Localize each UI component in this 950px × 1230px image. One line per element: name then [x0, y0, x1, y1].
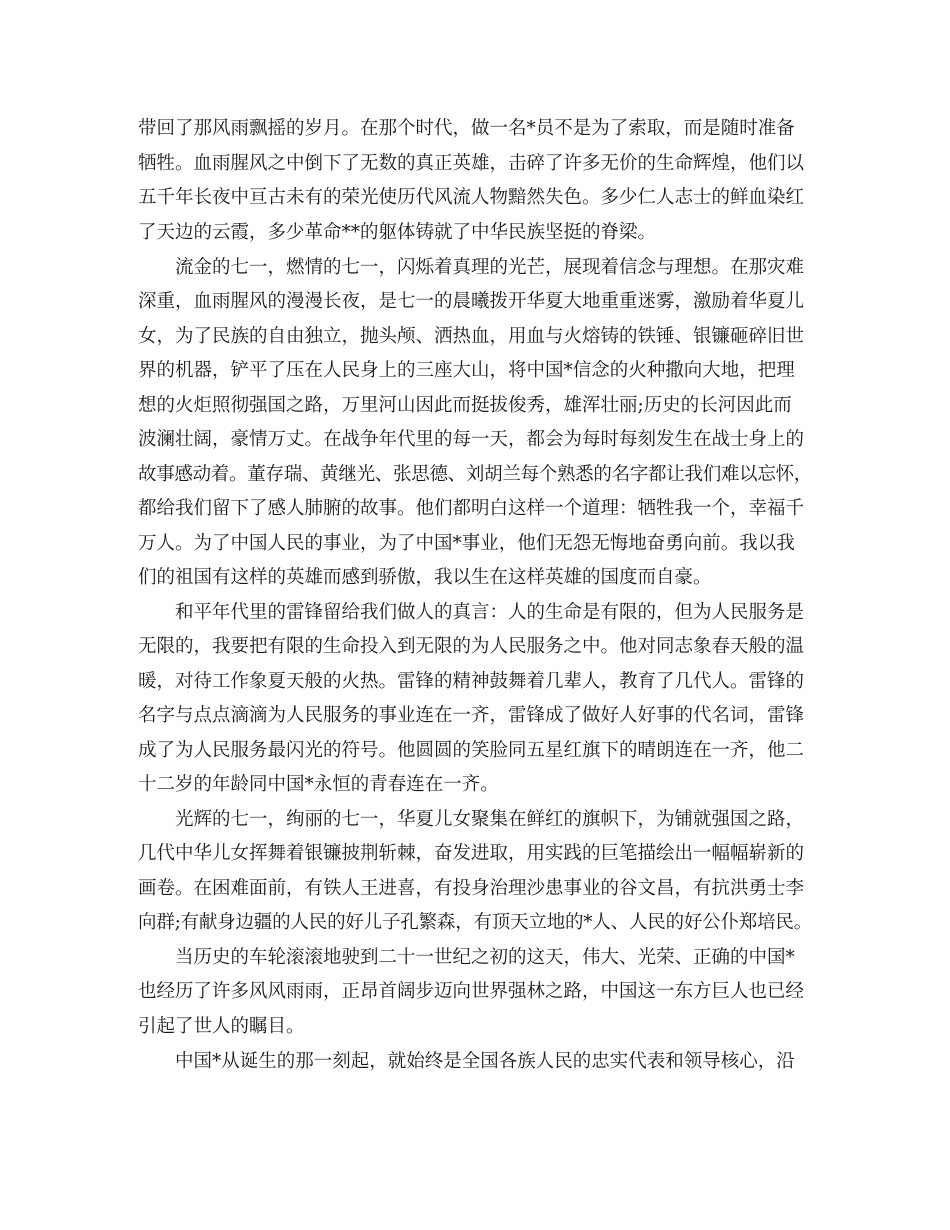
text-line: 引起了世人的瞩目。	[138, 1016, 305, 1037]
text-line: 向群;有献身边疆的人民的好儿子孔繁森，有顶天立地的*人、人民的好公仆郑培民。	[138, 912, 813, 933]
paragraph-first-line: 当历史的车轮滚滚地驶到二十一世纪之初的这天，伟大、光荣、正确的中国*	[175, 947, 795, 968]
paragraph-first-line: 流金的七一，燃情的七一，闪烁着真理的光芒，展现着信念与理想。在那灾难	[175, 257, 805, 278]
text-line: 故事感动着。董存瑞、黄继光、张思德、刘胡兰每个熟悉的名字都让我们难以忘怀，	[138, 464, 812, 485]
text-line: 带回了那风雨飘摇的岁月。在那个时代，做一名*员不是为了索取，而是随时准备	[138, 118, 795, 139]
text-line: 了天边的云霞，多少革命**的躯体铸就了中华民族坚挺的脊梁。	[138, 222, 657, 243]
text-line: 女，为了民族的自由独立，抛头颅、洒热血，用血与火熔铸的铁锤、银镰砸碎旧世	[138, 326, 805, 347]
text-line: 深重，血雨腥风的漫漫长夜，是七一的晨曦拨开华夏大地重重迷雾，激励着华夏儿	[138, 291, 805, 312]
text-line: 想的火炬照彻强国之路，万里河山因此而挺拔俊秀，雄浑壮丽;历史的长河因此而	[138, 395, 792, 416]
text-line: 都给我们留下了感人肺腑的故事。他们都明白这样一个道理：牺牲我一个，幸福千	[138, 498, 805, 519]
text-line: 名字与点点滴滴为人民服务的事业连在一齐，雷锋成了做好人好事的代名词，雷锋	[138, 705, 805, 726]
text-line: 五千年长夜中亘古未有的荣光使历代风流人物黯然失色。多少仁人志士的鲜血染红	[138, 187, 805, 208]
text-line: 成了为人民服务最闪光的符号。他圆圆的笑脸同五星红旗下的晴朗连在一齐，他二	[138, 740, 805, 761]
text-line: 界的机器，铲平了压在人民身上的三座大山，将中国*信念的火种撒向大地，把理	[138, 360, 795, 381]
text-line: 们的祖国有这样的英雄而感到骄傲，我以生在这样英雄的国度而自豪。	[138, 567, 712, 588]
text-line: 暖，对待工作象夏天般的火热。雷锋的精神鼓舞着几辈人，教育了几代人。雷锋的	[138, 671, 805, 692]
text-line: 几代中华儿女挥舞着银镰披荆斩棘，奋发进取，用实践的巨笔描绘出一幅幅崭新的	[138, 843, 805, 864]
paragraph-first-line: 光辉的七一，绚丽的七一，华夏儿女聚集在鲜红的旗帜下，为铺就强国之路，	[175, 809, 805, 830]
paragraph-first-line: 和平年代里的雷锋留给我们做人的真言：人的生命是有限的，但为人民服务是	[175, 602, 805, 623]
text-line: 牺牲。血雨腥风之中倒下了无数的真正英雄，击碎了许多无价的生命辉煌，他们以	[138, 153, 805, 174]
paragraph-first-line: 中国*从诞生的那一刻起，就始终是全国各族人民的忠实代表和领导核心，沿	[175, 1051, 795, 1072]
text-line: 也经历了许多风风雨雨，正昂首阔步迈向世界强林之路，中国这一东方巨人也已经	[138, 981, 805, 1002]
text-line: 万人。为了中国人民的事业，为了中国*事业，他们无怨无悔地奋勇向前。我以我	[138, 533, 795, 554]
text-line: 波澜壮阔，豪情万丈。在战争年代里的每一天，都会为每时每刻发生在战士身上的	[138, 429, 805, 450]
text-line: 无限的，我要把有限的生命投入到无限的为人民服务之中。他对同志象春天般的温	[138, 636, 805, 657]
text-line: 画卷。在困难面前，有铁人王进喜，有投身治理沙患事业的谷文昌，有抗洪勇士李	[138, 878, 805, 899]
text-line: 十二岁的年龄同中国*永恒的青春连在一齐。	[138, 774, 499, 795]
